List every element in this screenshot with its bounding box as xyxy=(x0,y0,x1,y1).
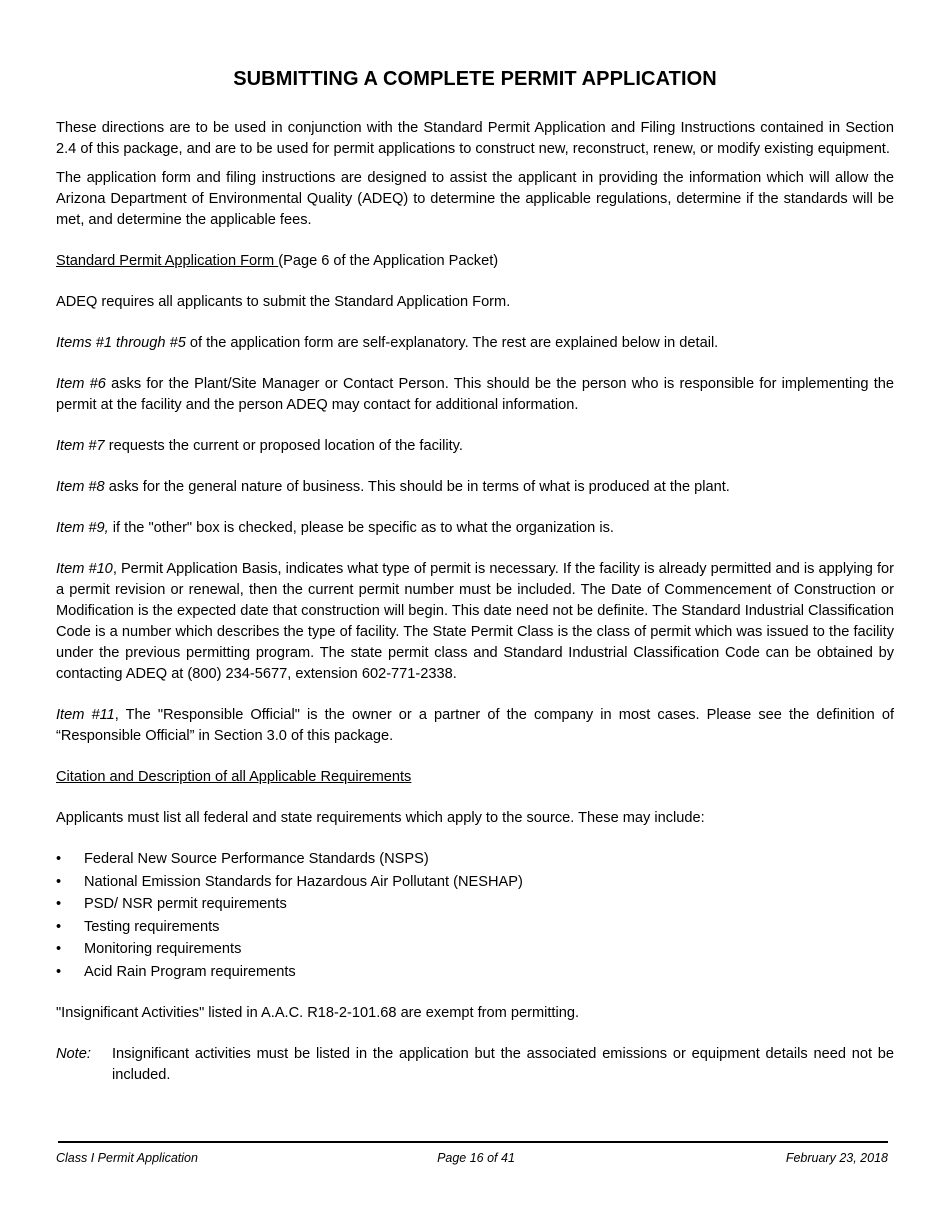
footer-document-title: Class I Permit Application xyxy=(56,1151,198,1165)
requirements-section-heading-line xyxy=(56,767,894,788)
list-item: • National Emission Standards for Hazardous Air Pollutant (NESHAP) xyxy=(56,872,894,893)
item-text: , Permit Application Basis, indicates what type of permit is necessary. If the facility is already permitted and is applying for a permit revision or renewal, then the current permit number must be included. The Date of Commencement of Construction or Modification is the expected date that construction will begin. This date need not be definite. The Standard Industrial Classification Code is a number which describes the type of facility. The State Permit Class is the class of permit which was issued to the facility under the previous permitting program. The state permit class and Standard Industrial Classification Code can be obtained by contacting ADEQ at (800) 234-5677, extension 602-771-2338. xyxy=(56,561,894,682)
list-item: • Monitoring requirements xyxy=(56,939,894,960)
item-paragraph-10 xyxy=(56,559,894,685)
note-text: Insignificant activities must be listed in the application but the associated emissions or equipment details need not be included. xyxy=(112,1045,894,1083)
form-requirement-paragraph: ADEQ requires all applicants to submit the Standard Application Form. xyxy=(56,294,511,310)
footer-divider xyxy=(58,1141,888,1143)
intro-paragraph-2: The application form and filing instructions are designed to assist the applicant in providing the information which will allow the Arizona Department of Environmental Quality (ADEQ) to determine the applicable regulations, determine if the standards will be met, and determine the applicable fees. xyxy=(56,170,894,228)
footer-date: February 23, 2018 xyxy=(785,1151,888,1165)
form-section-heading-line xyxy=(56,251,894,272)
item-paragraph-9 xyxy=(56,518,894,539)
requirements-intro-paragraph: Applicants must list all federal and state requirements which apply to the source. These may include: xyxy=(56,810,705,826)
list-item: • Testing requirements xyxy=(56,917,894,938)
requirements-section-heading: Citation and Description of all Applicable Requirements xyxy=(56,769,412,785)
item-label: Item #7 xyxy=(56,438,105,454)
item-text: of the application form are self-explanatory. The rest are explained below in detail. xyxy=(185,335,719,351)
form-section-heading: Standard Permit Application Form xyxy=(56,253,279,269)
item-paragraph-11 xyxy=(56,705,894,747)
item-paragraph-1-5 xyxy=(56,333,894,354)
item-text: if the "other" box is checked, please be specific as to what the organization is. xyxy=(108,520,614,536)
item-paragraph-8 xyxy=(56,477,894,498)
item-paragraph-7 xyxy=(56,436,894,457)
item-label: Item #8 xyxy=(56,479,105,495)
form-section-heading-suffix: (Page 6 of the Application Packet) xyxy=(278,253,499,269)
list-item: • Acid Rain Program requirements xyxy=(56,962,894,983)
item-text: , The "Responsible Official" is the owner or a partner of the company in most cases. Please see the definition of “Responsible Official” in Section 3.0 of this package. xyxy=(56,707,894,744)
item-label: Item #11 xyxy=(56,707,115,723)
item-label: Item #6 xyxy=(56,376,106,392)
list-item: • PSD/ NSR permit requirements xyxy=(56,894,894,915)
note-block xyxy=(56,1044,894,1086)
item-text: requests the current or proposed location of the facility. xyxy=(104,438,463,454)
item-label: Item #9, xyxy=(56,520,109,536)
item-label: Item #10 xyxy=(56,561,113,577)
requirements-bullet-list xyxy=(56,849,894,983)
insignificant-activities-paragraph: "Insignificant Activities" listed in A.A.C. R18-2-101.68 are exempt from permitting. xyxy=(56,1004,579,1021)
intro-paragraph-1: These directions are to be used in conjunction with the Standard Permit Application and Filing Instructions contained in Section 2.4 of this package, and are to be used for permit applications to construct new, reconstruct, renew, or modify existing equipment. xyxy=(56,120,894,157)
item-label: Items #1 through #5 xyxy=(56,335,186,351)
item-text: asks for the general nature of business. This should be in terms of what is produced at the plant. xyxy=(104,479,730,495)
document-body xyxy=(56,118,894,1086)
note-label: Note: xyxy=(56,1045,91,1062)
item-text: asks for the Plant/Site Manager or Contact Person. This should be the person who is responsible for implementing the permit at the facility and the person ADEQ may contact for additional information. xyxy=(56,376,894,413)
page-title: SUBMITTING A COMPLETE PERMIT APPLICATION xyxy=(233,68,717,90)
list-item: • Federal New Source Performance Standards (NSPS) xyxy=(56,849,894,870)
footer-page-number: Page 16 of 41 xyxy=(437,1151,515,1165)
item-paragraph-6 xyxy=(56,374,894,416)
